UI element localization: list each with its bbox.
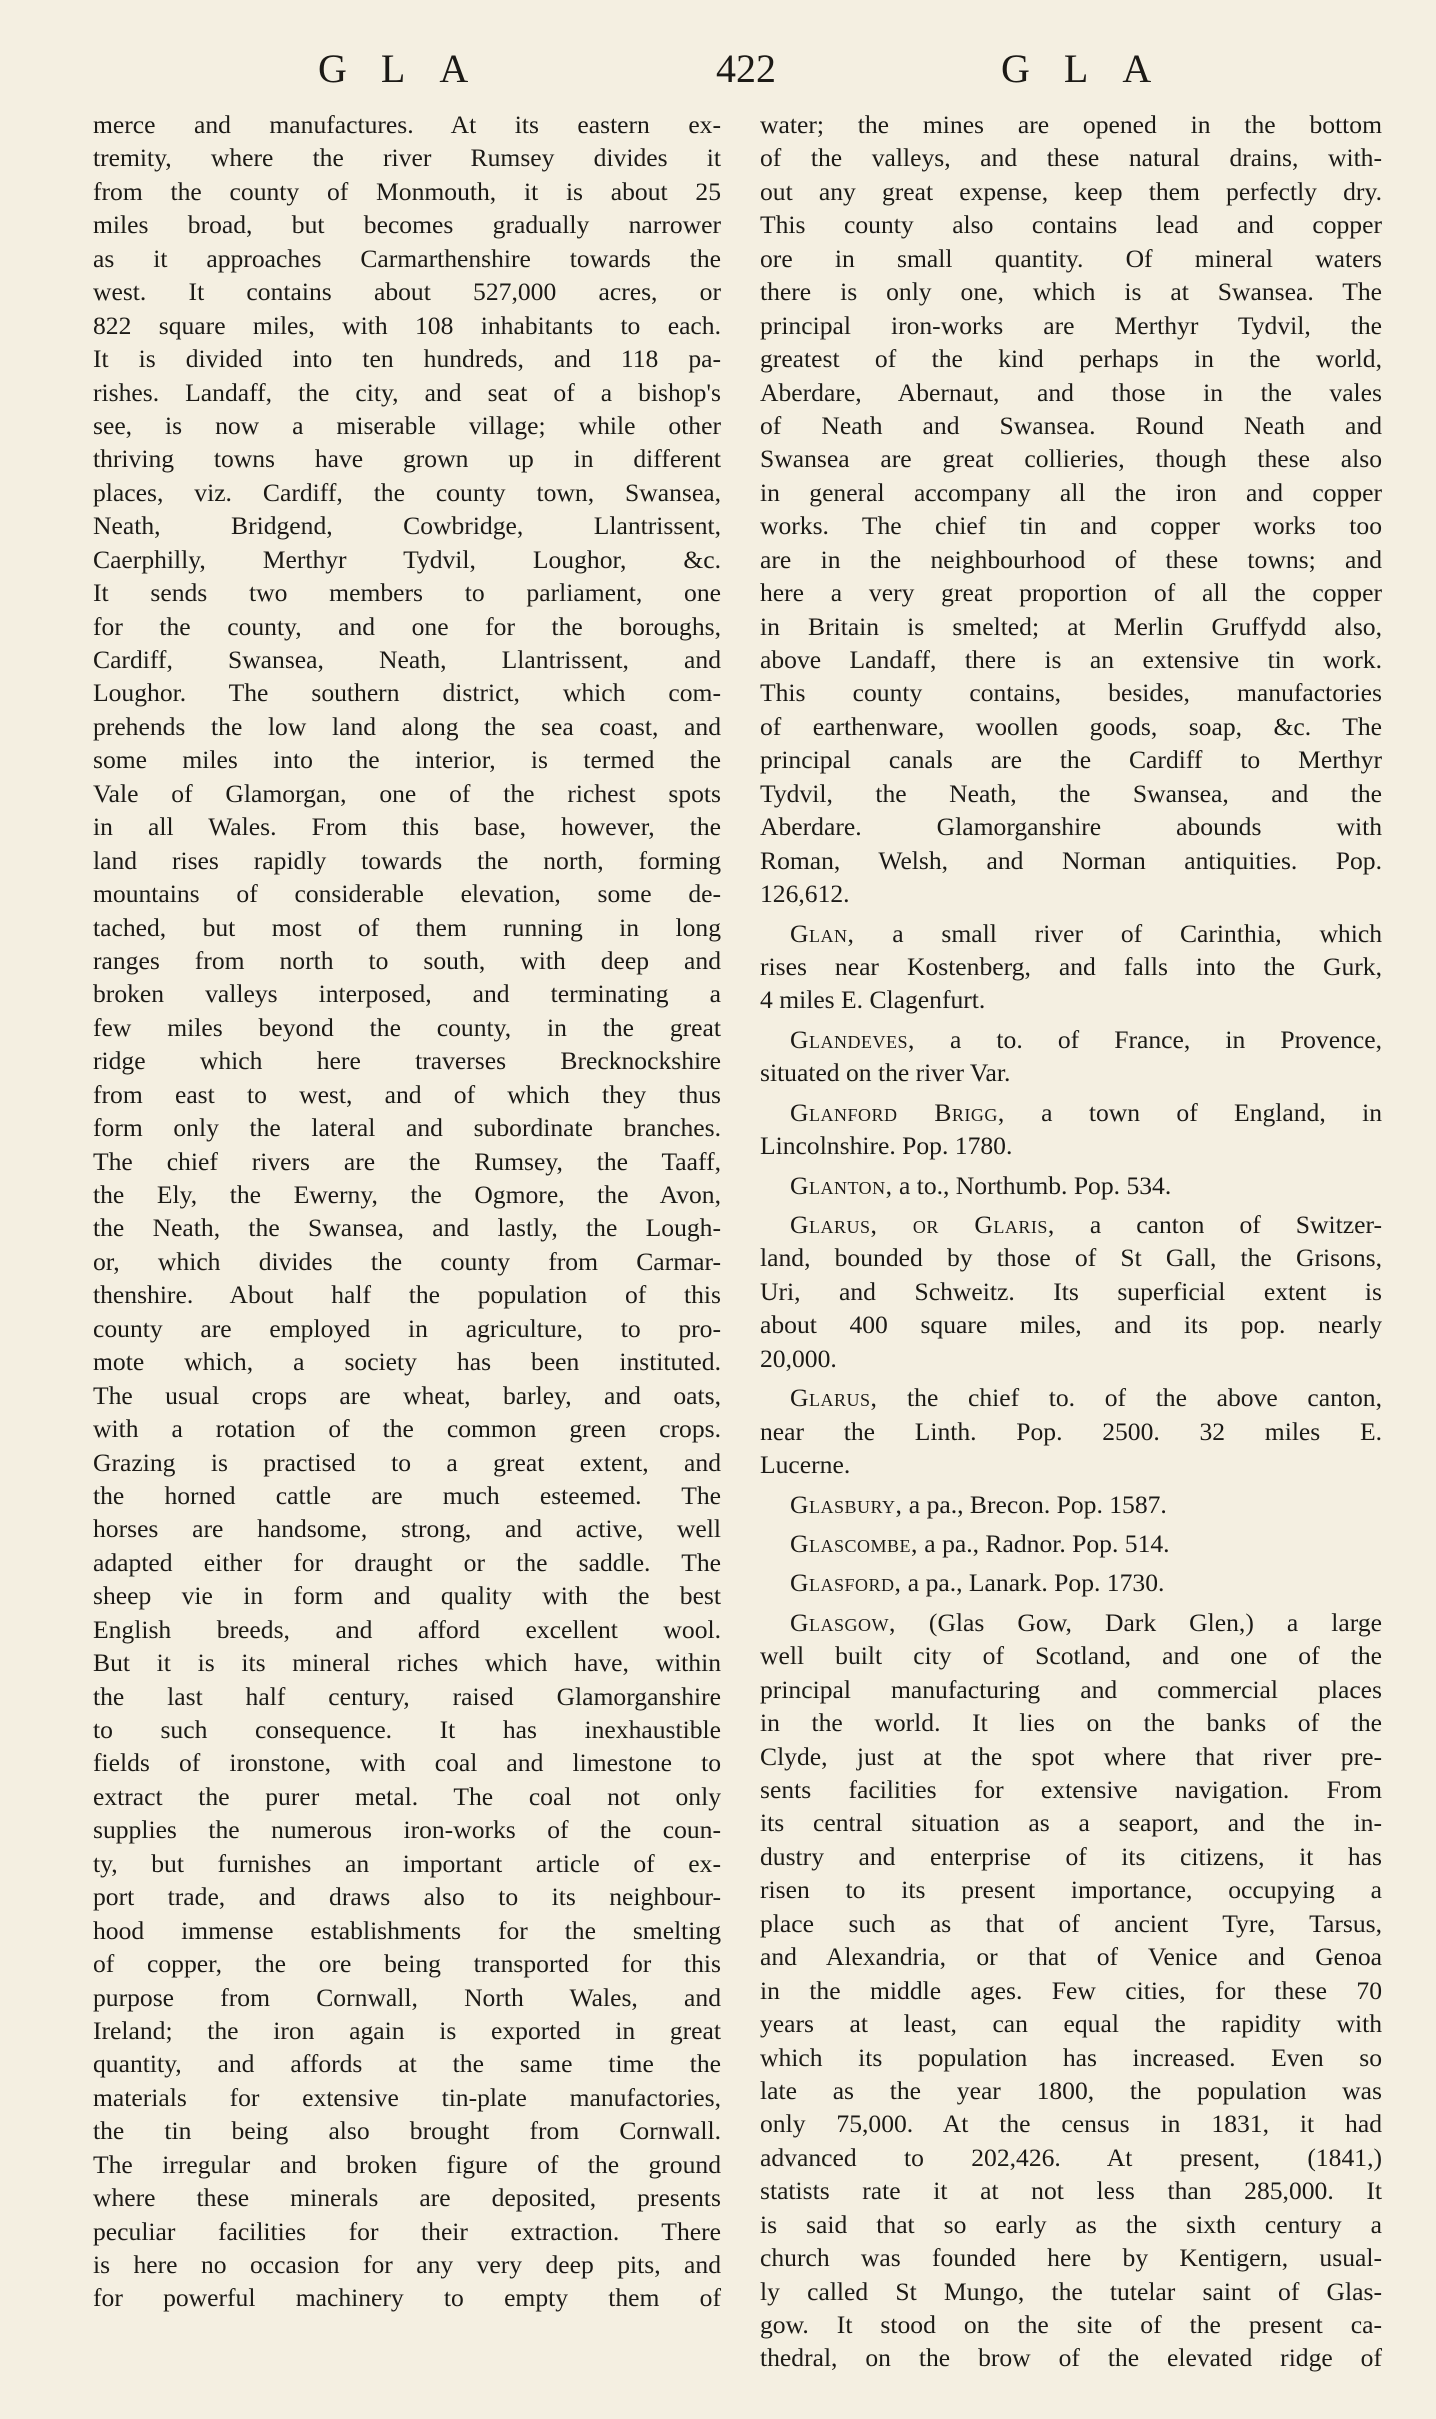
entry-headword: Glasford, [790, 1568, 902, 1598]
text-line: of copper, the ore being transported for this [93, 1949, 721, 1979]
entry-first-line [760, 1023, 1382, 1056]
entry-text: a to. of France, in Provence, [914, 1024, 1382, 1054]
text-line: thedral, on the brow of the elevated ridge of [760, 2343, 1382, 2373]
text-line: sents facilities for extensive navigation. From [760, 1775, 1382, 1804]
entry-first-line [760, 1488, 1382, 1521]
text-line: Neath, Bridgend, Cowbridge, Llantrissent, [93, 511, 721, 541]
entry-first-line [760, 1096, 1382, 1129]
text-line: merce and manufactures. At its eastern ex- [93, 110, 721, 139]
text-line: Swansea are great collieries, though these also [760, 444, 1382, 474]
text-line: It sends two members to parliament, one [93, 578, 721, 608]
text-line: dustry and enterprise of its citizens, it has [760, 1841, 1382, 1871]
text-line: and Alexandria, or that of Venice and Genoa [760, 1942, 1382, 1972]
text-line: This county contains, besides, manufactories [760, 678, 1382, 708]
text-line: the tin being also brought from Cornwall. [93, 2116, 721, 2146]
text-line: peculiar facilities for their extraction. There [93, 2216, 721, 2246]
text-line: ridge which here traverses Brecknockshire [93, 1046, 721, 1076]
entry-text: a small river of Carinthia, which [854, 918, 1382, 948]
text-line: where these minerals are deposited, presents [93, 2183, 721, 2213]
text-line: supplies the numerous iron-works of the coun- [93, 1815, 721, 1845]
entry-headword: Glan, [790, 918, 855, 948]
text-line: in the world. It lies on the banks of the [760, 1708, 1382, 1738]
entry-text: a to., Northumb. Pop. 534. [892, 1170, 1172, 1200]
text-line: It is divided into ten hundreds, and 118 pa- [93, 344, 721, 374]
page-number: 422 [716, 46, 776, 91]
text-line: principal canals are the Cardiff to Merthyr [760, 745, 1382, 775]
text-line: here a very great proportion of all the copper [760, 578, 1382, 608]
text-line: Lucerne. [760, 1450, 851, 1480]
text-line: prehends the low land along the sea coast, and [93, 711, 721, 741]
text-line: Grazing is practised to a great extent, and [93, 1447, 721, 1477]
text-line: greatest of the kind perhaps in the world, [760, 344, 1382, 374]
text-line: Roman, Welsh, and Norman antiquities. Pop. [760, 845, 1382, 875]
text-line: mountains of considerable elevation, some de- [93, 879, 721, 909]
text-line: Clyde, just at the spot where that river pre- [760, 1741, 1382, 1771]
text-line: form only the lateral and subordinate branches. [93, 1113, 721, 1143]
text-line: above Landaff, there is an extensive tin work. [760, 645, 1382, 674]
entry-headword: Glarus, [790, 1383, 878, 1413]
text-line: 126,612. [760, 879, 850, 909]
text-line: the Ely, the Ewerny, the Ogmore, the Avon, [93, 1180, 721, 1209]
entry-text: a pa., Radnor. Pop. 514. [917, 1528, 1170, 1558]
entry-first-line [760, 917, 1382, 950]
entry-first-line [760, 1208, 1382, 1241]
text-line: county are employed in agriculture, to pro- [93, 1313, 721, 1343]
text-line: The chief rivers are the Rumsey, the Taaff, [93, 1146, 721, 1176]
text-line: extract the purer metal. The coal not only [93, 1781, 721, 1811]
text-line: ranges from north to south, with deep and [93, 945, 721, 975]
text-line: Cardiff, Swansea, Neath, Llantrissent, and [93, 645, 721, 674]
entry-text: the chief to. of the above canton, [877, 1383, 1382, 1413]
text-line: But it is its mineral riches which have, within [93, 1648, 721, 1678]
text-line: near the Linth. Pop. 2500. 32 miles E. [760, 1416, 1382, 1446]
text-line: purpose from Cornwall, North Wales, and [93, 1982, 721, 2012]
text-line: The irregular and broken figure of the ground [93, 2149, 721, 2179]
text-line: advanced to 202,426. At present, (1841,) [760, 2142, 1382, 2172]
text-line: horses are handsome, strong, and active, well [93, 1514, 721, 1544]
text-line: ore in small quantity. Of mineral waters [760, 243, 1382, 273]
entry-headword: Glanton, [790, 1170, 893, 1200]
header-right: GLA [1001, 46, 1186, 91]
entry-first-line [760, 1566, 1382, 1599]
text-line: place such as that of ancient Tyre, Tarsus, [760, 1908, 1382, 1938]
text-line: works. The chief tin and copper works too [760, 511, 1382, 541]
text-line: of earthenware, woollen goods, soap, &c. The [760, 711, 1382, 741]
text-line: from the county of Monmouth, it is about 25 [93, 176, 721, 206]
text-line: Vale of Glamorgan, one of the richest spots [93, 778, 721, 808]
text-line: materials for extensive tin-plate manufactories, [93, 2082, 721, 2112]
text-line: The usual crops are wheat, barley, and oats, [93, 1380, 721, 1410]
text-line: Aberdare. Glamorganshire abounds with [760, 812, 1382, 842]
text-line: sheep vie in form and quality with the best [93, 1581, 721, 1611]
text-line: mote which, a society has been instituted. [93, 1347, 721, 1377]
text-line: tached, but most of them running in long [93, 912, 721, 942]
text-line: hood immense establishments for the smelting [93, 1915, 721, 1945]
entry-text: a town of England, in [1004, 1097, 1382, 1127]
entry-text: a pa., Lanark. Pop. 1730. [901, 1568, 1165, 1598]
text-line: English breeds, and afford excellent wool. [93, 1614, 721, 1644]
entry-headword: Glasgow, [790, 1607, 896, 1637]
text-line: adapted either for draught or the saddle. The [93, 1547, 721, 1577]
text-line: Aberdare, Abernaut, and those in the vales [760, 377, 1382, 407]
text-line: for powerful machinery to empty them of [93, 2283, 721, 2313]
right-column [760, 108, 1382, 2375]
running-header [0, 45, 1436, 100]
text-line: 822 square miles, with 108 inhabitants to each. [93, 310, 721, 340]
text-line: as it approaches Carmarthenshire towards the [93, 243, 721, 273]
entry-first-line [760, 1169, 1382, 1202]
entry-headword: Glanford Brigg, [790, 1097, 1005, 1127]
text-line: Caerphilly, Merthyr Tydvil, Loughor, &c. [93, 544, 721, 574]
text-line: miles broad, but becomes gradually narrower [93, 210, 721, 240]
text-line: church was founded here by Kentigern, usual- [760, 2243, 1382, 2273]
text-line: principal iron-works are Merthyr Tydvil, the [760, 310, 1382, 340]
text-line: well built city of Scotland, and one of the [760, 1641, 1382, 1671]
entry-headword: Glarus, or Glaris, [790, 1210, 1055, 1239]
text-line: Lincolnshire. Pop. 1780. [760, 1131, 1013, 1161]
text-line: out any great expense, keep them perfectly dry. [760, 176, 1382, 206]
text-line: to such consequence. It has inexhaustible [93, 1715, 721, 1744]
text-line: are in the neighbourhood of these towns; and [760, 544, 1382, 574]
text-line: Ireland; the iron again is exported in great [93, 2015, 721, 2045]
text-line: only 75,000. At the census in 1831, it had [760, 2109, 1382, 2139]
text-line: 4 miles E. Clagenfurt. [760, 985, 986, 1015]
text-line: fields of ironstone, with coal and limestone to [93, 1748, 721, 1778]
left-column [93, 108, 721, 2315]
text-line: few miles beyond the county, in the great [93, 1012, 721, 1042]
text-line: the horned cattle are much esteemed. The [93, 1480, 721, 1510]
text-line: late as the year 1800, the population was [760, 2075, 1382, 2105]
text-line: Uri, and Schweitz. Its superficial extent is [760, 1276, 1382, 1306]
text-line: which its population has increased. Even so [760, 2042, 1382, 2072]
text-line: years at least, can equal the rapidity with [760, 2009, 1382, 2039]
text-line: Loughor. The southern district, which com- [93, 678, 721, 708]
text-line: situated on the river Var. [760, 1058, 1011, 1088]
text-line: 20,000. [760, 1343, 837, 1373]
text-line: see, is now a miserable village; while other [93, 410, 721, 440]
entry-headword: Glasbury, [790, 1489, 903, 1519]
text-line: about 400 square miles, and its pop. nearly [760, 1310, 1382, 1340]
text-line: principal manufacturing and commercial places [760, 1674, 1382, 1704]
text-line: of Neath and Swansea. Round Neath and [760, 410, 1382, 440]
text-line: is here no occasion for any very deep pits, and [93, 2250, 721, 2279]
text-line: ly called St Mungo, the tutelar saint of Glas- [760, 2276, 1382, 2306]
entry-first-line [760, 1527, 1382, 1560]
text-line: quantity, and affords at the same time the [93, 2049, 721, 2079]
header-left: GLA [318, 46, 503, 91]
entry-text: a pa., Brecon. Pop. 1587. [902, 1489, 1167, 1519]
text-line: of the valleys, and these natural drains, with- [760, 143, 1382, 173]
text-line: thriving towns have grown up in different [93, 444, 721, 474]
text-line: land rises rapidly towards the north, forming [93, 845, 721, 875]
text-line: rishes. Landaff, the city, and seat of a bishop's [93, 377, 721, 407]
text-line: in general accompany all the iron and copper [760, 477, 1382, 507]
text-line: broken valleys interposed, and terminating a [93, 979, 721, 1009]
entry-text: (Glas Gow, Dark Glen,) a large [895, 1607, 1382, 1637]
text-line: tremity, where the river Rumsey divides it [93, 143, 721, 173]
text-line: there is only one, which is at Swansea. The [760, 277, 1382, 307]
text-line: west. It contains about 527,000 acres, or [93, 277, 721, 307]
entry-first-line [760, 1606, 1382, 1639]
entry-headword: Glandeves, [790, 1024, 915, 1054]
text-line: in the middle ages. Few cities, for these 70 [760, 1975, 1382, 2005]
text-line: or, which divides the county from Carmar- [93, 1246, 721, 1276]
text-line: in Britain is smelted; at Merlin Gruffydd also, [760, 611, 1382, 641]
text-line: This county also contains lead and copper [760, 210, 1382, 240]
text-line: the last half century, raised Glamorganshire [93, 1681, 721, 1711]
text-line: places, viz. Cardiff, the county town, Swansea, [93, 477, 721, 507]
text-line: Tydvil, the Neath, the Swansea, and the [760, 778, 1382, 808]
entry-first-line [760, 1381, 1382, 1414]
text-line: its central situation as a seaport, and the in- [760, 1808, 1382, 1838]
text-line: in all Wales. From this base, however, the [93, 812, 721, 842]
text-line: ty, but furnishes an important article of ex- [93, 1848, 721, 1878]
entry-text: a canton of Switzer- [1054, 1210, 1382, 1239]
text-line: risen to its present importance, occupying a [760, 1875, 1382, 1905]
text-line: port trade, and draws also to its neighbour- [93, 1882, 721, 1912]
text-line: with a rotation of the common green crops. [93, 1414, 721, 1444]
text-line: land, bounded by those of St Gall, the Grisons, [760, 1243, 1382, 1273]
text-line: rises near Kostenberg, and falls into the Gurk, [760, 951, 1382, 981]
text-line: some miles into the interior, is termed the [93, 745, 721, 775]
text-line: thenshire. About half the population of this [93, 1280, 721, 1310]
text-line: the Neath, the Swansea, and lastly, the Lough- [93, 1213, 721, 1243]
text-line: water; the mines are opened in the bottom [760, 110, 1382, 139]
entry-headword: Glascombe, [790, 1528, 918, 1558]
text-line: from east to west, and of which they thus [93, 1079, 721, 1109]
text-line: gow. It stood on the site of the present ca- [760, 2310, 1382, 2339]
text-line: statists rate it at not less than 285,000. It [760, 2176, 1382, 2206]
text-line: is said that so early as the sixth century a [760, 2209, 1382, 2239]
text-line: for the county, and one for the boroughs, [93, 611, 721, 641]
